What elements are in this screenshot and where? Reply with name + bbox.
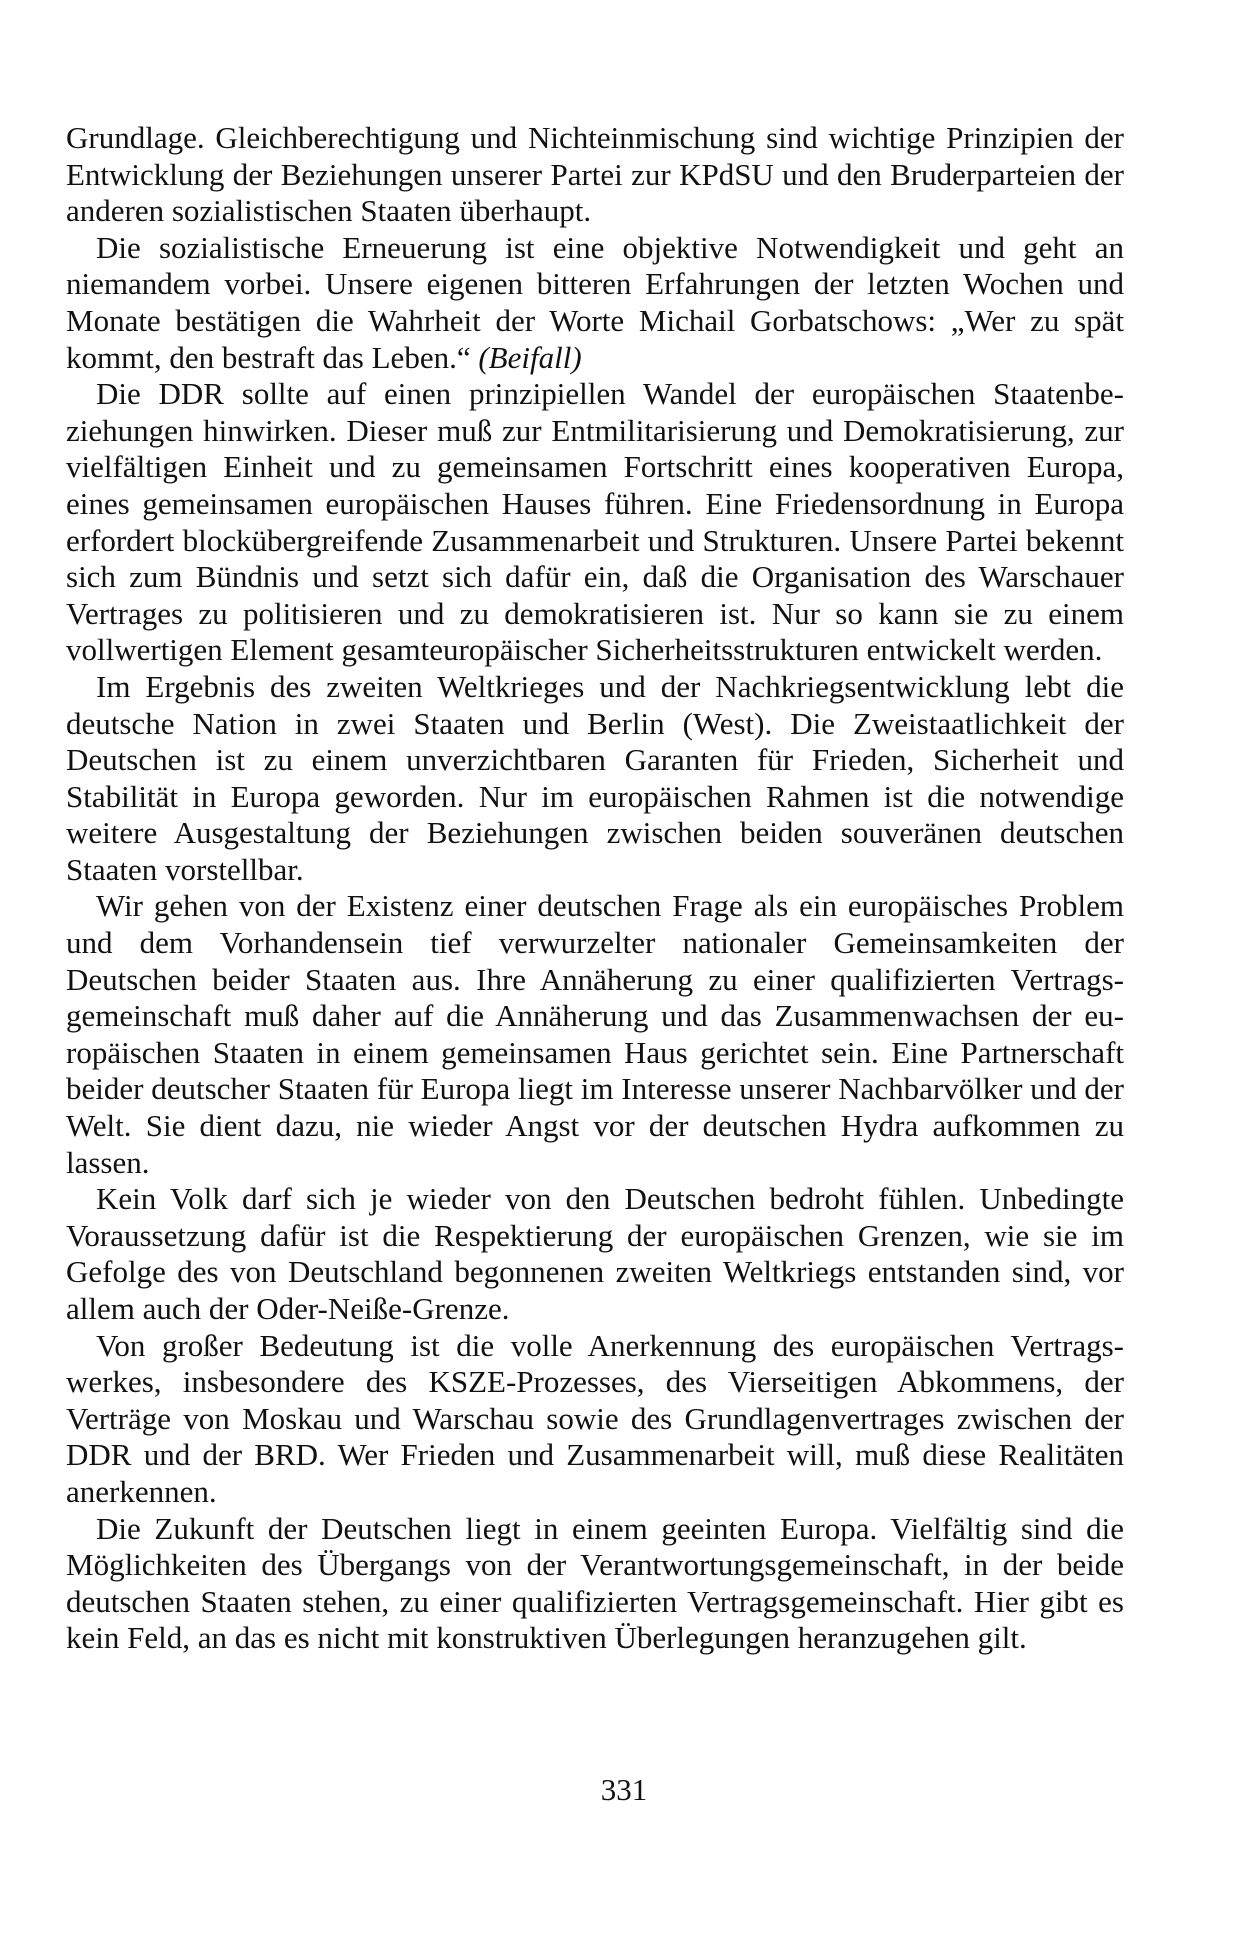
paragraph-3 <box>66 376 1124 669</box>
applause-note: (Beifall) <box>478 339 582 375</box>
paragraph-5-text: Wir gehen von der Existenz einer deutschen Frage als ein europäisches Problem und dem Vorhandensein tief verwurzelter nationaler Gemeinsamkeiten der Deutschen beider Staaten aus. Ihre Annäherung zu einer qualifizierten Vertragsgemeinschaft muß daher auf die Annäherung und das Zusammenwachsen der europäischen Staaten in einem gemeinsamen Haus gerichtet sein. Eine Partnerschaft beider deutscher Staaten für Europa liegt im Interesse unserer Nachbarvölker und der Welt. Sie dient dazu, nie wieder Angst vor der deutschen Hydra aufkommen zu lassen. <box>66 888 1124 1180</box>
paragraph-6 <box>66 1181 1124 1327</box>
paragraph-8-text: Die Zukunft der Deutschen liegt in einem geeinten Europa. Vielfältig sind die Möglichkeiten des Übergangs von der Verantwortungsgemeinschaft, in der beide deutschen Staaten stehen, zu einer qualifizierten Vertragsgemeinschaft. Hier gibt es kein Feld, an das es nicht mit konstruktiven Überlegungen heranzugehen gilt. <box>66 1510 1124 1656</box>
paragraph-2-text: Die sozialistische Erneuerung ist eine objektive Notwendigkeit und geht an niemandem vorbei. Unsere eigenen bitteren Erfahrungen der letzten Wochen und Monate bestätigen die Wahrheit der Worte Michail Gorbatschows: „Wer zu spät kommt, den bestraft das Leben.“ <box>66 229 1124 375</box>
body-text <box>66 120 1124 1657</box>
paragraph-7 <box>66 1328 1124 1511</box>
paragraph-2 <box>66 230 1124 376</box>
paragraph-8 <box>66 1511 1124 1657</box>
paragraph-3-text: Die DDR sollte auf einen prinzipiellen Wandel der europäischen Staatenbeziehungen hinwirken. Dieser muß zur Entmilitarisierung und Demokratisierung, zur vielfältigen Einheit und zu gemeinsamen Fortschritt eines kooperativen Europa, eines gemeinsamen europäischen Hauses führen. Eine Friedensordnung in Europa erfordert blockübergreifende Zusammenarbeit und Strukturen. Unsere Partei bekennt sich zum Bündnis und setzt sich dafür ein, daß die Organisation des Warschauer Vertrages zu politisieren und zu demokratisieren ist. Nur so kann sie zu einem vollwertigen Element gesamteuropäischer Sicherheitsstrukturen entwickelt werden. <box>66 376 1124 668</box>
paragraph-4 <box>66 669 1124 889</box>
paragraph-1 <box>66 120 1124 230</box>
page-number: 331 <box>600 1772 648 1807</box>
paragraph-5 <box>66 888 1124 1181</box>
paragraph-1-text: Grundlage. Gleichberechtigung und Nichteinmischung sind wichtige Prinzipien der Entwicklung der Beziehungen unserer Partei zur KPdSU und den Bruderparteien der anderen sozialistischen Staaten überhaupt. <box>66 120 1124 229</box>
paragraph-7-text: Von großer Bedeutung ist die volle Anerkennung des europäischen Vertragswerkes, insbesondere des KSZE-Prozesses, des Vierseitigen Abkommens, der Verträge von Moskau und Warschau sowie des Grundlagenvertrages zwischen der DDR und der BRD. Wer Frieden und Zusammenarbeit will, muß diese Realitäten anerkennen. <box>66 1327 1124 1509</box>
paragraph-6-text: Kein Volk darf sich je wieder von den Deutschen bedroht fühlen. Unbedingte Voraussetzung dafür ist die Respektierung der europäischen Grenzen, wie sie im Gefolge des von Deutschland begonnenen zweiten Weltkriegs entstanden sind, vor allem auch der Oder-Neiße-Grenze. <box>66 1181 1124 1326</box>
paragraph-4-text: Im Ergebnis des zweiten Weltkrieges und der Nachkriegsentwicklung lebt die deutsche Nation in zwei Staaten und Berlin (West). Die Zweistaatlichkeit der Deutschen ist zu einem unverzichtbaren Garanten für Frieden, Sicherheit und Stabilität in Europa geworden. Nur im europäischen Rahmen ist die notwendige weitere Ausgestaltung der Beziehungen zwischen beiden souveränen deutschen Staaten vorstellbar. <box>66 668 1124 887</box>
